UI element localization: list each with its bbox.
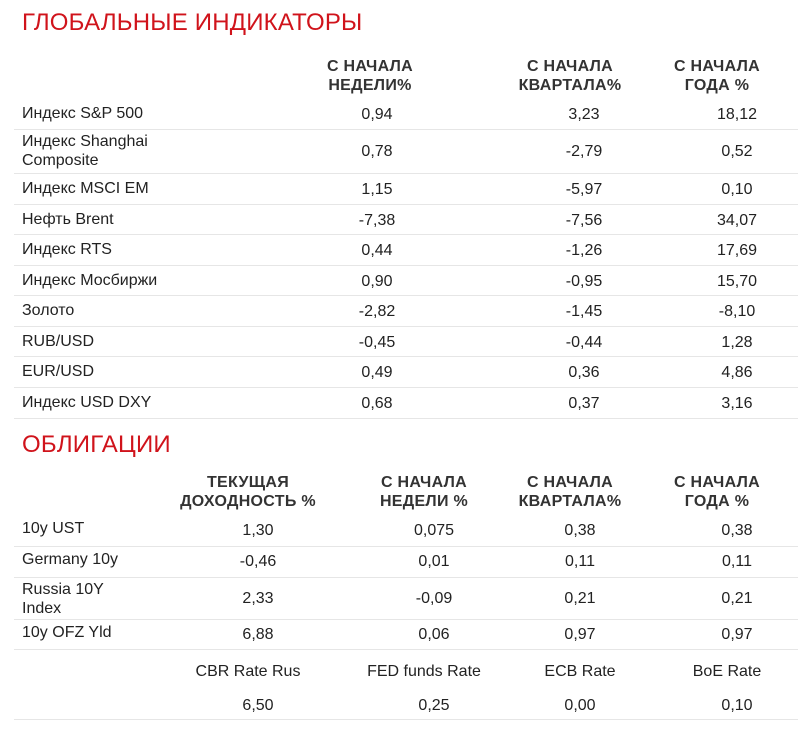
indicator-row <box>14 98 798 130</box>
rate-label-boe: BoE Rate <box>692 663 762 680</box>
indicator-name: Индекс Мосбиржи <box>22 272 158 289</box>
indicator-row <box>14 356 798 388</box>
indicator-year-value: 4,86 <box>721 364 753 381</box>
indicator-week-value: 0,78 <box>361 143 393 160</box>
bond-row <box>14 577 798 620</box>
header-week: С НАЧАЛА НЕДЕЛИ% <box>326 58 414 94</box>
indicator-quarter-value: -1,26 <box>565 242 603 259</box>
bond-quarter-value: 0,11 <box>565 553 595 570</box>
bond-week-value: 0,075 <box>413 522 455 539</box>
indicator-quarter-value: 0,37 <box>568 395 600 412</box>
indicator-name: RUB/USD <box>22 333 95 350</box>
bond-row <box>14 619 798 650</box>
indicator-row <box>14 387 798 419</box>
indicator-week-value: -7,38 <box>358 212 396 229</box>
indicator-row <box>14 204 798 235</box>
bond-yield-value: 6,88 <box>242 626 274 643</box>
indicator-name: Индекс RTS <box>22 241 112 258</box>
indicator-quarter-value: -2,79 <box>565 143 603 160</box>
indicator-name: EUR/USD <box>22 363 95 380</box>
header-bond-quarter: С НАЧАЛА КВАРТАЛА% <box>518 474 622 510</box>
indicator-year-value: 34,07 <box>716 212 758 229</box>
indicator-row <box>14 265 798 296</box>
bond-yield-value: 2,33 <box>242 590 274 607</box>
indicator-week-value: 0,90 <box>361 273 393 290</box>
rate-label-cbr: CBR Rate Rus <box>195 663 301 680</box>
bond-year-value: 0,11 <box>722 553 752 570</box>
bond-row <box>14 515 798 547</box>
bond-week-value: 0,06 <box>418 626 450 643</box>
indicator-quarter-value: 3,23 <box>568 106 600 123</box>
indicator-year-value: 18,12 <box>716 106 758 123</box>
rate-value-boe: 0,10 <box>721 697 753 714</box>
indicator-quarter-value: -0,95 <box>565 273 603 290</box>
indicator-name: Индекс MSCI EM <box>22 180 149 197</box>
bond-quarter-value: 0,21 <box>564 590 596 607</box>
indicator-row <box>14 326 798 357</box>
indicator-quarter-value: -1,45 <box>565 303 603 320</box>
indicator-week-value: 0,94 <box>361 106 393 123</box>
indicator-year-value: 3,16 <box>721 395 753 412</box>
bond-yield-value: 1,30 <box>242 522 274 539</box>
rate-value-fed: 0,25 <box>418 697 450 714</box>
bond-name: 10y OFZ Yld <box>22 624 112 641</box>
header-bond-week: С НАЧАЛА НЕДЕЛИ % <box>379 474 469 510</box>
indicator-name: Индекс S&P 500 <box>22 105 144 122</box>
indicator-quarter-value: -0,44 <box>565 334 603 351</box>
indicator-row <box>14 173 798 205</box>
bond-year-value: 0,38 <box>721 522 753 539</box>
indicator-row <box>14 129 798 174</box>
rate-label-fed: FED funds Rate <box>367 663 481 680</box>
bond-yield-value: -0,46 <box>239 553 277 570</box>
bonds-title: ОБЛИГАЦИИ <box>22 431 171 458</box>
header-yield: ТЕКУЩАЯ ДОХОДНОСТЬ % <box>180 474 316 510</box>
indicator-quarter-value: 0,36 <box>568 364 600 381</box>
bond-week-value: -0,09 <box>415 590 453 607</box>
rate-value-cbr: 6,50 <box>242 697 274 714</box>
bond-row <box>14 546 798 578</box>
bond-week-value: 0,01 <box>418 553 450 570</box>
indicator-name: Нефть Brent <box>22 211 114 228</box>
bond-quarter-value: 0,97 <box>564 626 596 643</box>
indicator-week-value: -2,82 <box>358 303 396 320</box>
indicator-quarter-value: -7,56 <box>565 212 603 229</box>
bond-name: Russia 10Y Index <box>22 581 104 617</box>
indicator-year-value: 0,10 <box>721 181 753 198</box>
indicator-row <box>14 295 798 327</box>
header-bond-year: С НАЧАЛА ГОДА % <box>673 474 761 510</box>
indicator-year-value: -8,10 <box>718 303 756 320</box>
rates-row <box>14 688 798 720</box>
rate-label-ecb: ECB Rate <box>544 663 616 680</box>
bond-year-value: 0,21 <box>721 590 753 607</box>
indicator-year-value: 0,52 <box>721 143 753 160</box>
indicator-year-value: 17,69 <box>716 242 758 259</box>
indicator-week-value: 0,68 <box>361 395 393 412</box>
indicator-name: Золото <box>22 302 75 319</box>
indicator-week-value: 1,15 <box>361 181 393 198</box>
indicator-week-value: 0,49 <box>361 364 393 381</box>
indicator-week-value: -0,45 <box>358 334 396 351</box>
bond-name: 10y UST <box>22 520 85 537</box>
bond-name: Germany 10y <box>22 551 119 568</box>
global-indicators-title: ГЛОБАЛЬНЫЕ ИНДИКАТОРЫ <box>22 9 363 36</box>
indicator-quarter-value: -5,97 <box>565 181 603 198</box>
bond-year-value: 0,97 <box>721 626 753 643</box>
indicator-week-value: 0,44 <box>361 242 393 259</box>
rate-value-ecb: 0,00 <box>564 697 596 714</box>
indicator-row <box>14 234 798 266</box>
header-quarter: С НАЧАЛА КВАРТАЛА% <box>518 58 622 94</box>
indicator-name: Индекс Shanghai Composite <box>22 133 148 169</box>
indicator-year-value: 15,70 <box>716 273 758 290</box>
bond-quarter-value: 0,38 <box>564 522 596 539</box>
indicator-year-value: 1,28 <box>721 334 753 351</box>
header-year: С НАЧАЛА ГОДА % <box>673 58 761 94</box>
indicator-name: Индекс USD DXY <box>22 394 152 411</box>
